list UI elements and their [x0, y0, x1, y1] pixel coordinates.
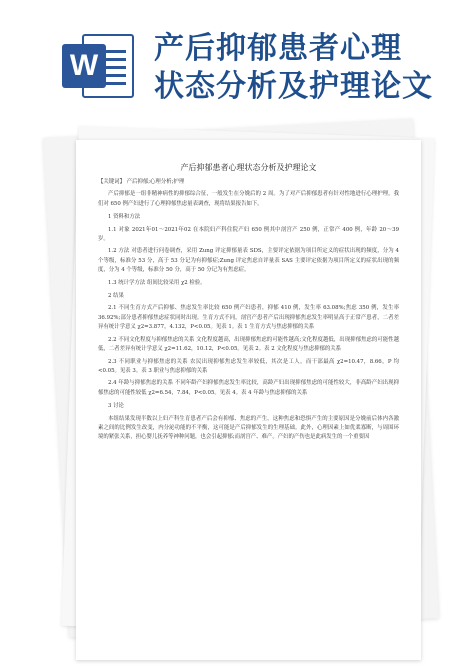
- body-paragraph: 2.4 年龄与抑郁焦虑的关系 不同年龄产妇抑郁焦虑发生率比较，高龄产妇出现抑郁焦虑的可能性较大，非高龄产妇出现抑郁焦虑的可能性较低 χ2=6.54，7.84，P<0.05。见表 4。表 4 年龄与焦虑抑郁的关系: [98, 380, 399, 396]
- body-paragraph: 1.1 对象 2021年01～2021年02 在本院妇产科住院产妇 650 例其中剖宫产 250 例，正常产 400 例，年龄 20～39 岁。: [98, 226, 399, 243]
- word-badge: W: [62, 44, 106, 88]
- body-paragraph: 本组结果发现半数以上妇产科生育患者产后会有抑郁、焦虑的产生。这种焦虑和恐惧产生的主要原因是分娩前后体内各激素之间的比例发生改变，内分泌功能的不平衡，这可能是产后抑郁发生的生理基础。此外，心理因素上如优柔寡断，与周围环境的紧张关系，担心婴儿抚养等神种问题，也会引起抑郁;而剖宫产、难产。产妇的产伤也是此病发生的一个重要因: [98, 415, 399, 441]
- document-body: [98, 190, 399, 442]
- body-paragraph: 2.3 不同职业与抑郁焦虑的关系 农民出现抑郁焦虑发生率较低，其次是工人，而干部最高 χ2=10.47，8.66，P 均<0.05。见表 3。表 3 职业与焦虑抑郁的关系: [98, 358, 399, 374]
- body-paragraph: 1.3 统计学方法 组间比较采用 χ2 检验。: [108, 279, 206, 286]
- document-page: [76, 140, 421, 660]
- body-paragraph: 产后抑郁是一组非精神病性的抑郁综合征，一般发生在分娩后的 2 周。为了对产后抑郁患者有针对性地进行心理护理，我们对 650 例产妇进行了心理抑郁焦虑量表调查，现将结果报告如下。: [98, 191, 399, 207]
- section-heading: 2 结果: [108, 293, 124, 300]
- banner-title-line-2: 状态分析及护理论文: [154, 69, 433, 104]
- document-title: 产后抑郁患者心理状态分析及护理论文: [180, 163, 317, 172]
- banner-title: [154, 30, 464, 106]
- body-paragraph: 2.1 不同生育方式产后抑郁、焦虑发生率比较 650 例产妇患者，抑郁 410 例，发生率 63.08%;焦虑 350 例，发生率 36.92%;部分患者抑郁焦虑症状同时出现。生育方式不同，剖宫产患者产后出现抑郁焦虑发生率明显高于正常产患者，二者差异有统计学意义 χ2=3.877，4.132，P<0.05。见表 1。表 1 生育方式与焦虑抑郁的关系: [98, 305, 399, 331]
- banner-title-line-1: 产后抑郁患者心理: [154, 31, 402, 66]
- word-document-icon: [62, 28, 138, 104]
- section-heading: 1 资料和方法: [108, 214, 141, 221]
- body-paragraph: 1.2 方法 对患者进行问卷调查，采用 Zung 评定抑郁量表 SDS，主要评定依据为项目所定义的症状出现的频度，分为 4 个等级，标准分 53 分，高于 53 分记为有抑郁症;Zung 评定焦虑自评量表 SAS 主要评定依据为项目所定义的症状出现的频度，分为 4 个等级，标准分 50 分，高于 50 分记为有焦虑症。: [98, 248, 399, 274]
- body-paragraph: 2.2 不同文化程度与抑郁焦虑的关系 文化程度越高，出现抑郁焦虑的可能性越高;文化程度越低，出现抑郁焦虑的可能性越低，二者差异有统计学意义 χ2=11.62，10.12，P<0.05。见表 2。表 2 文化程度与焦虑抑郁的关系: [98, 336, 399, 353]
- keywords-line: 【关键词】 产后抑郁;心理分析;护理: [98, 179, 185, 185]
- header-banner: [0, 0, 474, 118]
- section-heading: 3 讨论: [108, 403, 124, 410]
